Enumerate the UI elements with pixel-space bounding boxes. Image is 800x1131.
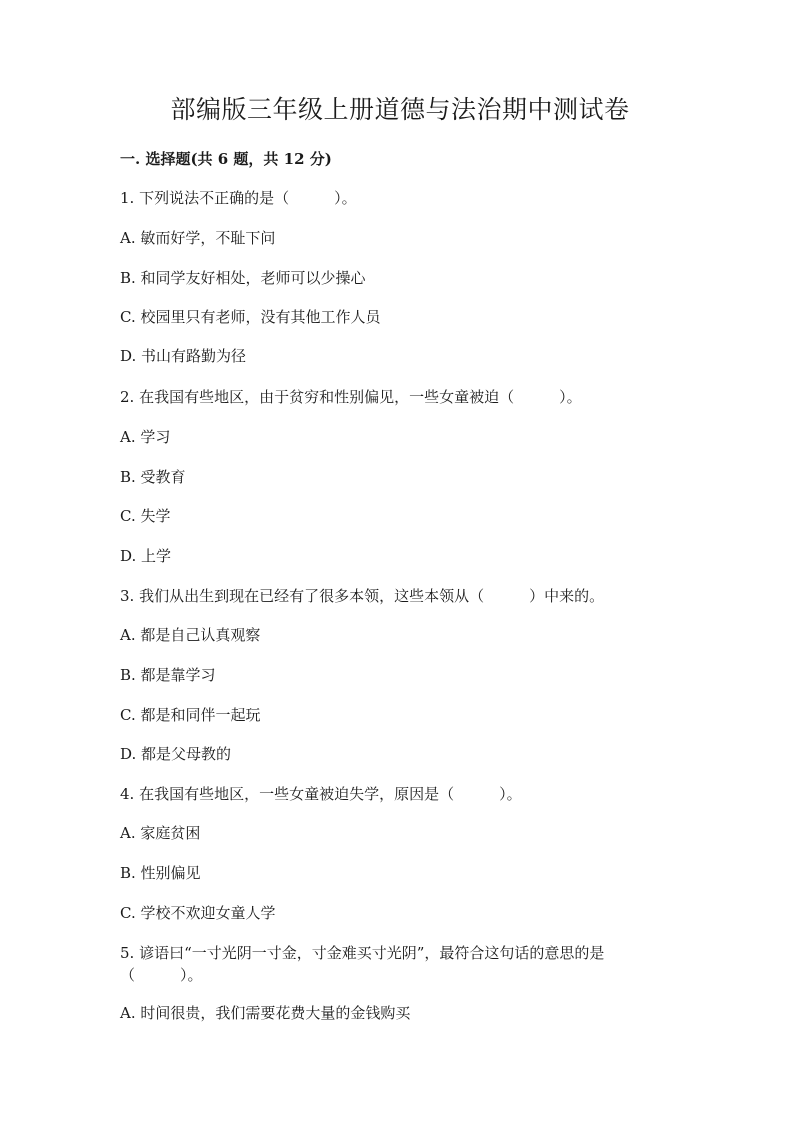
question-2-stem: 2. 在我国有些地区，由于贫穷和性别偏见，一些女童被迫（ ）。: [120, 388, 582, 406]
question-2-option-c: C. 失学: [120, 507, 171, 525]
question-4-option-a: A. 家庭贫困: [120, 824, 201, 842]
question-1-option-a: A. 敏而好学，不耻下问: [120, 229, 276, 247]
question-1-stem: 1. 下列说法不正确的是（ ）。: [120, 189, 357, 207]
question-4-option-c: C. 学校不欢迎女童人学: [120, 904, 276, 922]
question-2-option-a: A. 学习: [120, 428, 171, 446]
question-5-stem: 5. 谚语曰“一寸光阴一寸金，寸金难买寸光阴”，最符合这句话的意思的是（ ）。: [120, 944, 605, 984]
page-title: 部编版三年级上册道德与法治期中测试卷: [170, 95, 630, 124]
question-4-option-b: B. 性别偏见: [120, 864, 201, 882]
question-3-option-c: C. 都是和同伴一起玩: [120, 706, 261, 724]
question-2-option-d: D. 上学: [120, 547, 172, 565]
question-2-option-b: B. 受教育: [120, 468, 186, 486]
question-1-option-c: C. 校园里只有老师，没有其他工作人员: [120, 308, 381, 326]
question-5-option-a: A. 时间很贵，我们需要花费大量的金钱购买: [120, 1004, 411, 1022]
question-4-stem: 4. 在我国有些地区，一些女童被迫失学，原因是（ ）。: [120, 785, 522, 803]
question-1-option-d: D. 书山有路勤为径: [120, 347, 247, 365]
question-3-option-a: A. 都是自己认真观察: [120, 626, 261, 644]
question-1-option-b: B. 和同学友好相处，老师可以少操心: [120, 269, 366, 287]
question-3-option-d: D. 都是父母教的: [120, 745, 232, 763]
question-3-stem: 3. 我们从出生到现在已经有了很多本领，这些本领从（ ）中来的。: [120, 587, 605, 605]
section-heading: 一. 选择题(共 6 题，共 12 分): [120, 150, 332, 168]
question-3-option-b: B. 都是靠学习: [120, 666, 216, 684]
